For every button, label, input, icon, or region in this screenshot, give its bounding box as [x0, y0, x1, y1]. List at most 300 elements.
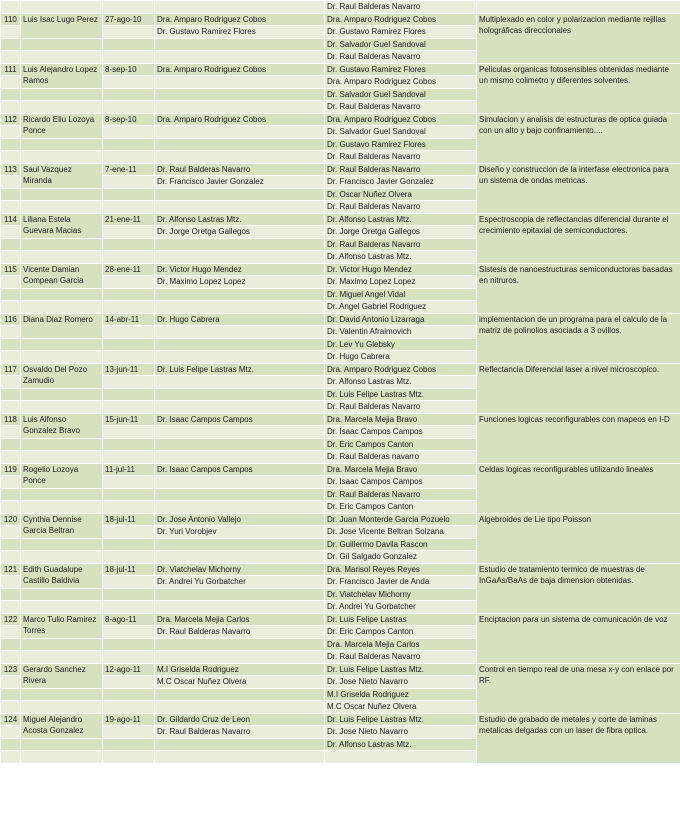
student-name [21, 238, 103, 251]
exam-date [103, 638, 155, 651]
exam-date: 19-ago-11 [103, 713, 155, 726]
exam-date: 27-ago-10 [103, 13, 155, 26]
committee-member: Dr. Jorge Oretga Gallegos [325, 226, 477, 239]
exam-date [103, 176, 155, 189]
exam-date [103, 201, 155, 214]
row-number: 116 [1, 313, 21, 326]
row-number: 124 [1, 713, 21, 726]
row-number [1, 751, 21, 764]
exam-date [103, 426, 155, 439]
exam-date [103, 251, 155, 264]
exam-date [103, 576, 155, 589]
row-number [1, 188, 21, 201]
row-number [1, 438, 21, 451]
row-number: 112 [1, 113, 21, 126]
student-name [21, 551, 103, 564]
committee-member: Dr. Eric Campos Canton [325, 626, 477, 639]
committee-member: Dr. Gustavo Ramirez Flores [325, 138, 477, 151]
exam-date [103, 38, 155, 51]
row-number [1, 288, 21, 301]
committee-member: Dr. Raul Balderas Navarro [325, 488, 477, 501]
row-number [1, 201, 21, 214]
student-name [21, 488, 103, 501]
student-name [21, 601, 103, 614]
committee-member: Dr. Alfonso Lastras Mtz. [325, 376, 477, 389]
table-body [1, 1, 680, 764]
committee-member: Dr. Victor Hugo Mendez [325, 263, 477, 276]
advisor: Dr. Jorge Oretga Gallegos [155, 226, 325, 239]
row-number [1, 476, 21, 489]
committee-member: Dr. Guillermo Davila Rascon [325, 538, 477, 551]
exam-date: 8-sep-10 [103, 113, 155, 126]
committee-member: Dr. Salvador Guel Sandoval [325, 38, 477, 51]
row-number [1, 701, 21, 714]
table-row [1, 163, 680, 176]
student-name [21, 501, 103, 514]
student-name [21, 701, 103, 714]
student-name [21, 1, 103, 14]
row-number [1, 526, 21, 539]
row-number [1, 176, 21, 189]
committee-member: Dr. Salvador Guel Sandoval [325, 88, 477, 101]
student-name [21, 201, 103, 214]
advisor: M.I Griselda Rodriguez [155, 663, 325, 676]
table-row [1, 63, 680, 76]
advisor [155, 638, 325, 651]
committee-member: Dr. Andrei Yu Gorbatcher [325, 601, 477, 614]
exam-date: 7-ene-11 [103, 163, 155, 176]
advisor [155, 51, 325, 64]
exam-date [103, 626, 155, 639]
exam-date [103, 726, 155, 739]
student-name: Cynthia Dennise Garcia Beltran [21, 513, 103, 538]
student-name: Vicente Damian Compean Garcia [21, 263, 103, 288]
committee-member: Dr. Jose Vicente Beltran Solzana [325, 526, 477, 539]
committee-member: Dra. Marcela Mejia Bravo [325, 413, 477, 426]
advisor: Dr. Isaac Campos Campos [155, 463, 325, 476]
row-number [1, 276, 21, 289]
advisor [155, 1, 325, 14]
committee-member: Dr. Raul Balderas Navarro [325, 1, 477, 14]
committee-member: Dr. Gustavo Ramirez Flores [325, 26, 477, 39]
exam-date [103, 451, 155, 464]
exam-date [103, 538, 155, 551]
exam-date [103, 501, 155, 514]
table-row [1, 113, 680, 126]
student-name: Luis Alfonso Gonzalez Bravo [21, 413, 103, 438]
table-row [1, 363, 680, 376]
exam-date [103, 326, 155, 339]
advisor [155, 488, 325, 501]
table-row [1, 513, 680, 526]
thesis-title: Funciones logicas reconfigurables con mapeos en I-D [477, 413, 680, 463]
row-number [1, 376, 21, 389]
advisor [155, 751, 325, 764]
committee-member: Dr. Alfonso Lastras Mtz. [325, 738, 477, 751]
thesis-title: Algebroides de Lie tipo Poisson [477, 513, 680, 563]
thesis-title: implementacion de un programa para el calculo de la matriz de polinolios asociada a 3 ovillos. [477, 313, 680, 363]
committee-member: Dr. Viatchelav Michorny [325, 588, 477, 601]
advisor [155, 138, 325, 151]
advisor: Dr. Isaac Campos Campos [155, 413, 325, 426]
table-row [1, 563, 680, 576]
exam-date [103, 676, 155, 689]
committee-member: Dr. Raul Balderas Navarro [325, 163, 477, 176]
advisor [155, 426, 325, 439]
advisor [155, 126, 325, 139]
committee-member: Dra. Amparo Rodriguez Cobos [325, 363, 477, 376]
row-number [1, 726, 21, 739]
advisor [155, 401, 325, 414]
exam-date: 18-jul-11 [103, 513, 155, 526]
committee-member: Dr. Gustavo Ramirez Flores [325, 63, 477, 76]
student-name: Luis Alejandro Lopez Ramos [21, 63, 103, 88]
thesis-title: Estudio de grabado de metales y corte de laminas metalicas delgadas con un laser de fibra optica. [477, 713, 680, 763]
student-name [21, 188, 103, 201]
advisor: Dra. Amparo Rodriguez Cobos [155, 13, 325, 26]
advisor [155, 438, 325, 451]
student-name [21, 638, 103, 651]
row-number [1, 101, 21, 114]
exam-date [103, 188, 155, 201]
student-name [21, 401, 103, 414]
student-name [21, 388, 103, 401]
advisor [155, 38, 325, 51]
exam-date: 13-jun-11 [103, 363, 155, 376]
advisor: Dr. Francisco Javier Gonzalez [155, 176, 325, 189]
row-number [1, 38, 21, 51]
row-number [1, 488, 21, 501]
exam-date [103, 126, 155, 139]
committee-member [325, 751, 477, 764]
committee-member: Dra. Amparo Rodriguez Cobos [325, 113, 477, 126]
row-number [1, 326, 21, 339]
student-name [21, 688, 103, 701]
exam-date [103, 151, 155, 164]
advisor [155, 151, 325, 164]
thesis-title: Celdas logicas reconfigurables utilizando lineales [477, 463, 680, 513]
student-name: Osvaldo Del Pozo Zamudio [21, 363, 103, 388]
exam-date [103, 238, 155, 251]
exam-date [103, 526, 155, 539]
exam-date [103, 1, 155, 14]
row-number: 110 [1, 13, 21, 26]
row-number [1, 151, 21, 164]
table-row [1, 413, 680, 426]
student-name [21, 101, 103, 114]
advisor [155, 476, 325, 489]
exam-date [103, 288, 155, 301]
advisor [155, 238, 325, 251]
student-name: Gerardo Sanchez Rivera [21, 663, 103, 688]
student-name [21, 138, 103, 151]
advisor: Dr. Raul Balderas Navarro [155, 726, 325, 739]
student-name: Diana Diaz Romero [21, 313, 103, 338]
advisor [155, 301, 325, 314]
exam-date [103, 138, 155, 151]
committee-member: Dra. Amparo Rodriguez Cobos [325, 76, 477, 89]
table-row [1, 1, 680, 14]
thesis-title [477, 1, 680, 14]
row-number: 115 [1, 263, 21, 276]
committee-member: Dr. Raul Balderas Navarro [325, 238, 477, 251]
table-row [1, 263, 680, 276]
student-name: Edith Guadalupe Castillo Baldivia [21, 563, 103, 588]
advisor [155, 738, 325, 751]
exam-date [103, 226, 155, 239]
exam-date [103, 338, 155, 351]
student-name [21, 151, 103, 164]
row-number [1, 626, 21, 639]
exam-date [103, 276, 155, 289]
exam-date [103, 351, 155, 364]
exam-date: 15-jun-11 [103, 413, 155, 426]
row-number [1, 1, 21, 14]
exam-date: 28-ene-11 [103, 263, 155, 276]
exam-date: 8-sep-10 [103, 63, 155, 76]
committee-member: Dr. Oscar Nuñez Olvera [325, 188, 477, 201]
student-name: Ricardo Eliu Lozoya Ponce [21, 113, 103, 138]
exam-date [103, 701, 155, 714]
advisor [155, 451, 325, 464]
row-number [1, 401, 21, 414]
thesis-title: Espectroscopia de reflectancias diferencial durante el crecimiento epitaxial de semiconductores. [477, 213, 680, 263]
row-number [1, 588, 21, 601]
advisor [155, 701, 325, 714]
exam-date: 12-ago-11 [103, 663, 155, 676]
row-number [1, 388, 21, 401]
advisor [155, 376, 325, 389]
committee-member: Dra. Marisol Reyes Reyes [325, 563, 477, 576]
advisor: Dra. Amparo Rodriguez Cobos [155, 63, 325, 76]
committee-member: Dr. Raul Balderas Navarro [325, 51, 477, 64]
committee-member: Dr. Isaac Campos Campos [325, 476, 477, 489]
exam-date [103, 101, 155, 114]
exam-date [103, 76, 155, 89]
committee-member: Dr. Hugo Cabrera [325, 351, 477, 364]
committee-member: Dr. Gil Salgado Gonzalez [325, 551, 477, 564]
advisor [155, 251, 325, 264]
student-name [21, 338, 103, 351]
committee-member: Dr. Eric Campos Canton [325, 501, 477, 514]
student-name: Liliana Estela Guevara Macias [21, 213, 103, 238]
advisor: Dr. Gildardo Cruz de Leon [155, 713, 325, 726]
advisor: Dra. Marcela Mejia Carlos [155, 613, 325, 626]
exam-date [103, 401, 155, 414]
advisor: Dr. Raul Balderas Navarro [155, 163, 325, 176]
student-name [21, 38, 103, 51]
student-name [21, 288, 103, 301]
committee-member: Dr. Raul Balderas Navarro [325, 201, 477, 214]
committee-member: Dr. Luis Felipe Lastras Mtz. [325, 663, 477, 676]
row-number [1, 576, 21, 589]
thesis-title: Control en tiempo real de una mesa x-y con enlace por RF. [477, 663, 680, 713]
student-name [21, 538, 103, 551]
exam-date [103, 438, 155, 451]
thesis-title: Diseño y construccion de la interfase electronica para un sistema de ondas metricas. [477, 163, 680, 213]
advisor [155, 338, 325, 351]
exam-date [103, 301, 155, 314]
advisor: Dr. Luis Felipe Lastras Mtz. [155, 363, 325, 376]
advisor [155, 501, 325, 514]
row-number [1, 126, 21, 139]
advisor: Dr. Yuri Vorobjev [155, 526, 325, 539]
committee-member: Dr. Angel Gabriel Rodriguez [325, 301, 477, 314]
row-number [1, 351, 21, 364]
exam-date [103, 688, 155, 701]
committee-member: Dr. Jose Nieto Navarro [325, 676, 477, 689]
student-name [21, 88, 103, 101]
committee-member: Dr. Raul Balderas navarro [325, 451, 477, 464]
student-name [21, 588, 103, 601]
advisor: Dr. Viatchelav Michorny [155, 563, 325, 576]
exam-date: 14-abr-11 [103, 313, 155, 326]
exam-date [103, 476, 155, 489]
student-name [21, 438, 103, 451]
advisor: Dr. Alfonso Lastras Mtz. [155, 213, 325, 226]
committee-member: Dr. Raul Balderas Navarro [325, 101, 477, 114]
table-row [1, 613, 680, 626]
table-row [1, 313, 680, 326]
table-row [1, 213, 680, 226]
committee-member: Dr. Miguel Angel Vidal [325, 288, 477, 301]
row-number [1, 551, 21, 564]
row-number [1, 338, 21, 351]
exam-date: 8-ago-11 [103, 613, 155, 626]
advisor: Dra. Amparo Rodriguez Cobos [155, 113, 325, 126]
advisor [155, 651, 325, 664]
committee-member: M.C Oscar Nuñez Olvera [325, 701, 477, 714]
advisor [155, 588, 325, 601]
advisor [155, 538, 325, 551]
committee-member: Dr. Alfonso Lastras Mtz. [325, 213, 477, 226]
row-number: 122 [1, 613, 21, 626]
row-number: 114 [1, 213, 21, 226]
thesis-title: Peliculas organicas fotosensibles obtenidas mediante un mismo colimetro y diferentes solventes. [477, 63, 680, 113]
committee-member: Dr. Jose Nieto Navarro [325, 726, 477, 739]
advisor [155, 101, 325, 114]
thesis-title: Estudio de tratamiento termico de muestras de InGaAs/BaAs de baja dimension obtenidas. [477, 563, 680, 613]
row-number [1, 688, 21, 701]
row-number [1, 138, 21, 151]
advisor [155, 551, 325, 564]
student-name [21, 51, 103, 64]
row-number: 121 [1, 563, 21, 576]
committee-member: Dr. Alfonso Lastras Mtz. [325, 251, 477, 264]
student-name: Saul Vazquez Miranda [21, 163, 103, 188]
student-name [21, 751, 103, 764]
exam-date: 18-jul-11 [103, 563, 155, 576]
committee-member: Dr. Raul Balderas Navarro [325, 401, 477, 414]
row-number [1, 426, 21, 439]
row-number [1, 651, 21, 664]
thesis-title: Multiplexado en color y polarizacion mediante rejillas holográficas direccionales [477, 13, 680, 63]
committee-member: Dr. Francisco Javier Gonzalez [325, 176, 477, 189]
row-number: 123 [1, 663, 21, 676]
committee-member: Dr. Isaac Campos Campos [325, 426, 477, 439]
row-number: 118 [1, 413, 21, 426]
exam-date [103, 26, 155, 39]
exam-date [103, 88, 155, 101]
committee-member: Dra. Amparo Rodriguez Cobos [325, 13, 477, 26]
committee-member: Dr. Raul Balderas Navarro [325, 651, 477, 664]
advisor [155, 201, 325, 214]
advisor: Dr. Jose Antonio Vallejo [155, 513, 325, 526]
row-number: 111 [1, 63, 21, 76]
committee-member: Dr. Francisco Javier de Anda [325, 576, 477, 589]
student-name: Miguel Alejandro Acosta Gonzalez [21, 713, 103, 738]
advisor [155, 688, 325, 701]
committee-member: Dr. Luis Felipe Lastras Mtz. [325, 713, 477, 726]
advisor: Dr. Andrei Yu Gorbatcher [155, 576, 325, 589]
student-name [21, 351, 103, 364]
thesis-title: Enciptacion para un sistema de comunicación de voz [477, 613, 680, 663]
row-number [1, 26, 21, 39]
advisor [155, 76, 325, 89]
table-row [1, 463, 680, 476]
committee-member: Dr. Salvador Guel Sandoval [325, 126, 477, 139]
thesis-title: Reflectancia Diferencial laser a nivel microscopico. [477, 363, 680, 413]
row-number [1, 251, 21, 264]
table-row [1, 713, 680, 726]
row-number: 113 [1, 163, 21, 176]
row-number [1, 301, 21, 314]
thesis-title: Sistesis de nanoestructuras semiconductoras basadas en nitruros. [477, 263, 680, 313]
committee-member: Dr. Eric Campos Canton [325, 438, 477, 451]
exam-date [103, 738, 155, 751]
row-number [1, 226, 21, 239]
student-name [21, 301, 103, 314]
advisor [155, 601, 325, 614]
exam-date [103, 551, 155, 564]
row-number [1, 238, 21, 251]
thesis-title: Simulacion y analisis de estructuras de optica guiada con un alto y bajo confinamiento.... [477, 113, 680, 163]
student-name: Rogelio Lozoya Ponce [21, 463, 103, 488]
table-row [1, 663, 680, 676]
row-number [1, 76, 21, 89]
committee-member: Dr. Juan Monterde Garcia Pozuelo [325, 513, 477, 526]
committee-member: Dr. Maximo Lopez Lopez [325, 276, 477, 289]
advisor: Dr. Raul Balderas Navarro [155, 626, 325, 639]
row-number [1, 538, 21, 551]
row-number [1, 638, 21, 651]
advisor [155, 326, 325, 339]
exam-date: 11-jul-11 [103, 463, 155, 476]
advisor [155, 351, 325, 364]
committee-member: Dra. Marcela Mejia Bravo [325, 463, 477, 476]
exam-date [103, 376, 155, 389]
student-name: Marco Tulio Ramirez Torres [21, 613, 103, 638]
row-number [1, 738, 21, 751]
row-number [1, 501, 21, 514]
committee-member: Dra. Marcela Mejia Carlos [325, 638, 477, 651]
advisor: Dr. Maximo Lopez Lopez [155, 276, 325, 289]
exam-date [103, 588, 155, 601]
exam-date: 21-ene-11 [103, 213, 155, 226]
exam-date [103, 751, 155, 764]
exam-date [103, 601, 155, 614]
exam-date [103, 51, 155, 64]
advisor [155, 88, 325, 101]
committee-member: Dr. Raul Balderas Navarro [325, 151, 477, 164]
advisor: Dr. Hugo Cabrera [155, 313, 325, 326]
advisor [155, 188, 325, 201]
student-name: Luis Isac Lugo Perez [21, 13, 103, 38]
row-number [1, 51, 21, 64]
row-number [1, 601, 21, 614]
row-number [1, 451, 21, 464]
row-number: 120 [1, 513, 21, 526]
